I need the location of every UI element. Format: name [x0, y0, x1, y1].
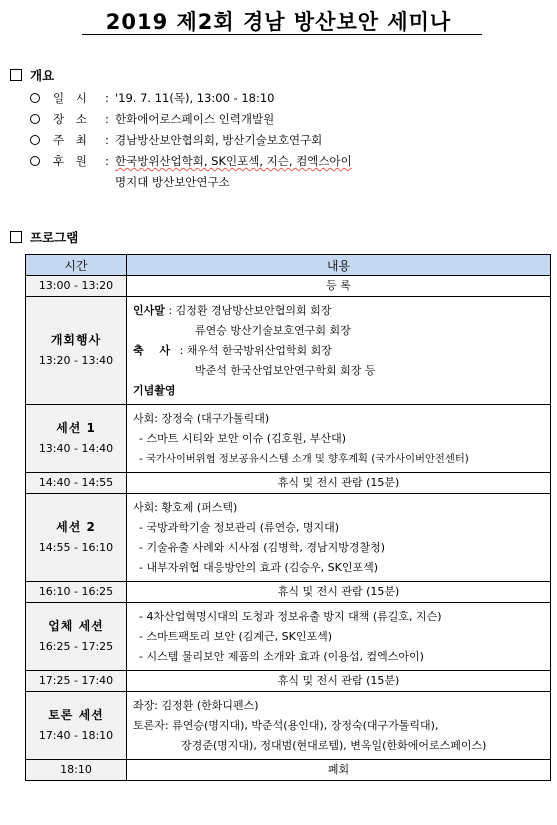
overview-label: 일 시 — [53, 91, 91, 105]
session-name: 토론 세션 — [48, 707, 104, 722]
role-person: 김정환 경남방산보안협의회 회장 — [175, 303, 332, 317]
content-line — [133, 341, 550, 361]
session-name: 개회행사 — [50, 332, 102, 347]
title-underline — [82, 34, 482, 35]
time-cell: 18:10 — [26, 760, 127, 781]
content-line: - 기술유출 사례와 시사점 (김병학, 경남지방경찰청) — [139, 540, 386, 554]
overview-row-sponsor-continued — [30, 172, 550, 193]
circle-bullet-icon — [30, 114, 40, 124]
overview-row-date — [30, 88, 550, 109]
time-cell — [26, 494, 127, 582]
session-name: 세션 2 — [56, 519, 96, 534]
table-row — [26, 405, 551, 473]
column-header-time: 시간 — [26, 255, 127, 276]
overview-value: 한화에어로스페이스 인력개발원 — [115, 112, 275, 126]
content-cell: 휴식 및 전시 관람 (15분) — [127, 473, 551, 494]
time-cell — [26, 603, 127, 671]
overview-colon: : — [105, 112, 109, 126]
column-header-content: 내용 — [127, 255, 551, 276]
content-line: 장경준(명지대), 정대범(현대로템), 변옥일(한화에어로스페이스) — [181, 738, 487, 752]
content-cell — [127, 692, 551, 760]
table-header-row — [26, 255, 551, 276]
table-row — [26, 297, 551, 405]
circle-bullet-icon — [30, 156, 40, 166]
time-cell: 16:10 - 16:25 — [26, 582, 127, 603]
content-line: 류연승 방산기술보호연구회 회장 — [195, 323, 351, 337]
content-line: - 4차산업혁명시대의 도청과 정보유출 방지 대책 (류길호, 지슨) — [139, 609, 442, 623]
overview-value: 한국방위산업학회, SK인포섹, 지슨, 컴엑스아이 — [115, 154, 352, 168]
content-line: 토론자: 류연승(명지대), 박준석(용인대), 장정숙(대구가톨릭대), — [133, 718, 439, 732]
session-time: 14:55 - 16:10 — [38, 541, 114, 555]
content-line: 좌장: 김정환 (한화디펜스) — [133, 698, 259, 712]
overview-list — [30, 88, 550, 193]
content-cell: 폐회 — [127, 760, 551, 781]
content-cell: 등 록 — [127, 276, 551, 297]
overview-label: 후 원 — [53, 154, 91, 168]
content-line: - 국방과학기술 정보관리 (류연승, 명지대) — [139, 520, 340, 534]
overview-value: '19. 7. 11(목), 13:00 - 18:10 — [115, 91, 275, 105]
content-line: - 국가사이버위협 정보공유시스템 소개 및 향후계획 (국가사이버안전센터) — [139, 452, 469, 465]
content-line — [133, 301, 550, 321]
role-separator: : — [164, 303, 176, 317]
time-cell: 17:25 - 17:40 — [26, 671, 127, 692]
square-bullet-icon — [10, 69, 22, 81]
role-label: 인사말 — [133, 303, 165, 317]
overview-colon: : — [105, 154, 109, 168]
table-row — [26, 671, 551, 692]
role-separator: : — [176, 343, 187, 357]
overview-label: 주 최 — [53, 133, 91, 147]
circle-bullet-icon — [30, 135, 40, 145]
circle-bullet-icon — [30, 93, 40, 103]
session-time: 13:20 - 13:40 — [38, 354, 114, 368]
session-name: 세션 1 — [56, 420, 96, 435]
content-line: 기념촬영 — [133, 383, 176, 397]
content-line: - 스마트팩토리 보안 (김계근, SK인포섹) — [139, 629, 332, 643]
time-cell: 13:00 - 13:20 — [26, 276, 127, 297]
square-bullet-icon — [10, 231, 22, 243]
overview-row-sponsor — [30, 151, 550, 172]
session-time: 13:40 - 14:40 — [38, 442, 114, 456]
table-row — [26, 582, 551, 603]
content-cell: 휴식 및 전시 관람 (15분) — [127, 671, 551, 692]
session-time: 16:25 - 17:25 — [38, 640, 114, 654]
program-table — [25, 254, 551, 781]
overview-value: 경남방산보안협의회, 방산기술보호연구회 — [115, 133, 323, 147]
page-title: 2019 제2회 경남 방산보안 세미나 — [105, 10, 452, 34]
time-cell — [26, 405, 127, 473]
content-line: - 내부자위협 대응방안의 효과 (김승우, SK인포섹) — [139, 560, 378, 574]
session-name: 업체 세션 — [48, 618, 104, 633]
time-cell — [26, 297, 127, 405]
content-line: 박준석 한국산업보안연구학회 회장 등 — [195, 363, 376, 377]
table-row — [26, 760, 551, 781]
time-cell: 14:40 - 14:55 — [26, 473, 127, 494]
program-heading-label: 프로그램 — [30, 230, 79, 245]
program-heading — [10, 228, 78, 246]
content-line: 사회: 황호제 (퍼스텍) — [133, 500, 238, 514]
content-line: - 스마트 시티와 보안 이슈 (김호원, 부산대) — [139, 431, 347, 445]
role-label: 축 사 — [133, 343, 177, 357]
content-cell — [127, 494, 551, 582]
content-cell — [127, 405, 551, 473]
overview-label: 장 소 — [53, 112, 91, 126]
overview-heading — [10, 66, 54, 84]
role-person: 채우석 한국방위산업학회 회장 — [186, 343, 332, 357]
table-row — [26, 494, 551, 582]
content-line: - 시스템 물리보안 제품의 소개와 효과 (이용섭, 컴엑스아이) — [139, 649, 424, 663]
overview-colon: : — [105, 91, 109, 105]
overview-row-venue — [30, 109, 550, 130]
overview-value: 명지대 방산보안연구소 — [115, 175, 230, 189]
table-row — [26, 603, 551, 671]
content-line: 사회: 장정숙 (대구가톨릭대) — [133, 411, 270, 425]
time-cell — [26, 692, 127, 760]
overview-colon: : — [105, 133, 109, 147]
table-row — [26, 473, 551, 494]
content-cell — [127, 603, 551, 671]
table-row — [26, 276, 551, 297]
table-row — [26, 692, 551, 760]
content-cell: 휴식 및 전시 관람 (15분) — [127, 582, 551, 603]
session-time: 17:40 - 18:10 — [38, 729, 114, 743]
overview-row-host — [30, 130, 550, 151]
overview-heading-label: 개요 — [30, 68, 55, 83]
content-cell — [127, 297, 551, 405]
